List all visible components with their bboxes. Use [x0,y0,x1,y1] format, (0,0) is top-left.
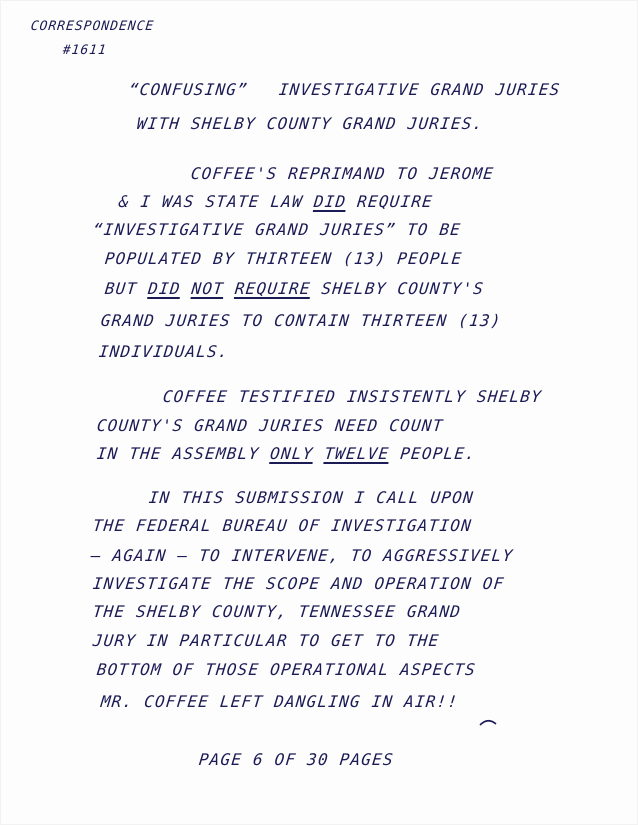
p2-only-underlined: ONLY [269,444,315,463]
p1-line-4: POPULATED BY THIRTEEN (13) PEOPLE [103,249,464,268]
p1-line-2-end: REQUIRE [356,192,435,211]
correspondence-number: #1611 [61,43,108,58]
title-line-1 [128,82,561,98]
p2-twelve-underlined: TWELVE [323,444,391,463]
p1-not-underlined: NOT [190,279,226,298]
p1-line-7: INDIVIDUALS. [97,342,230,361]
p3-line-1: IN THIS SUBMISSION I CALL UPON [147,488,475,507]
p3-line-2: THE FEDERAL BUREAU OF INVESTIGATION [91,516,474,535]
p1-line-5 [104,281,485,297]
p3-line-4: INVESTIGATE THE SCOPE AND OPERATION OF [91,574,506,593]
p3-line-7: BOTTOM OF THOSE OPERATIONAL ASPECTS [95,660,478,679]
p1-did-2-underlined: DID [147,279,182,298]
p1-line-2-start: & I WAS STATE LAW [117,192,305,211]
page-number-footer: PAGE 6 OF 30 PAGES [197,750,395,769]
p1-line-3: “INVESTIGATIVE GRAND JURIES” TO BE [91,220,463,239]
p3-line-3: — AGAIN — TO INTERVENE, TO AGGRESSIVELY [89,546,515,565]
p2-line-3-end: PEOPLE. [399,444,478,463]
p3-line-6: JURY IN PARTICULAR TO GET TO THE [91,631,441,650]
p2-line-3-start: IN THE ASSEMBLY [95,444,261,463]
p2-line-2: COUNTY'S GRAND JURIES NEED COUNT [95,416,445,435]
p1-but: BUT [103,279,139,298]
p3-line-5: THE SHELBY COUNTY, TENNESSEE GRAND [91,602,463,621]
p1-require-underlined: REQUIRE [233,279,312,298]
p1-line-1: COFFEE'S REPRIMAND TO JEROME [189,164,496,183]
p3-line-8: MR. COFFEE LEFT DANGLING IN AIR!! [99,692,460,711]
frown-doodle-icon [476,712,500,728]
title-quoted-word: “CONFUSING” [127,80,250,99]
p1-line-2 [118,194,434,210]
p1-did-underlined: DID [312,192,348,211]
p1-line-5-end: SHELBY COUNTY'S [320,279,486,298]
correspondence-label: CORRESPONDENCE [29,19,156,34]
p2-line-3 [96,446,477,462]
p1-line-6: GRAND JURIES TO CONTAIN THIRTEEN (13) [99,311,503,330]
title-line-1-rest: INVESTIGATIVE GRAND JURIES [277,80,562,99]
p2-line-1: COFFEE TESTIFIED INSISTENTLY SHELBY [161,387,544,406]
title-line-2: WITH SHELBY COUNTY GRAND JURIES. [135,114,485,133]
